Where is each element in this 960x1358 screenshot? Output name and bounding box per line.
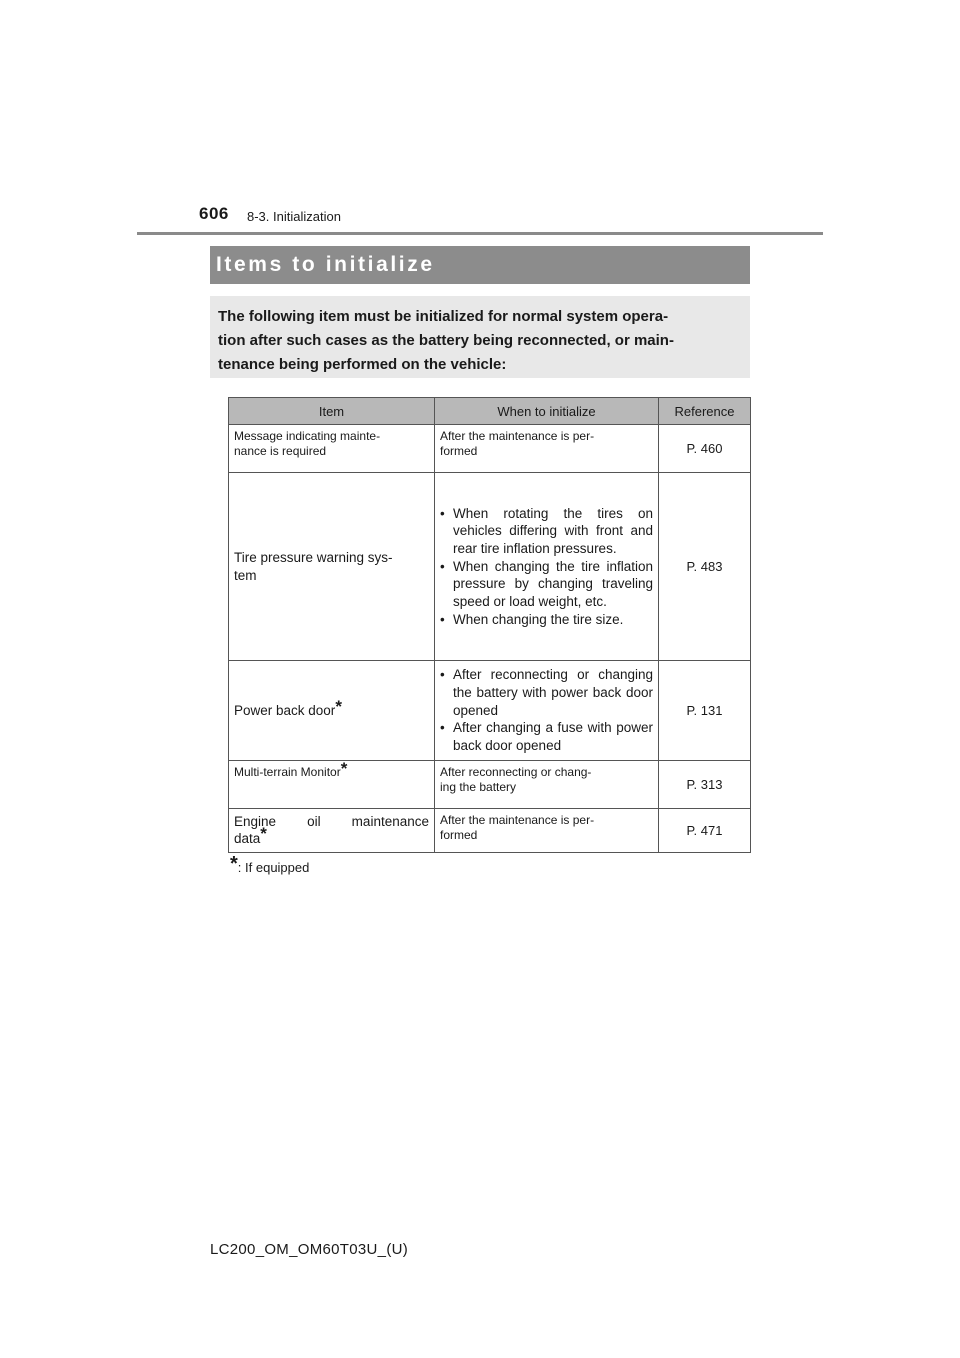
item-line: Engine oil maintenance xyxy=(234,814,429,829)
when-cell xyxy=(435,661,659,761)
initialization-table xyxy=(228,397,751,853)
reference-cell: P. 131 xyxy=(659,661,751,761)
when-line: formed xyxy=(440,444,478,458)
reference-cell: P. 471 xyxy=(659,809,751,853)
when-line: After reconnecting or chang- xyxy=(440,765,592,779)
bullet-mark: • xyxy=(440,667,445,683)
footnote-mark: * xyxy=(230,853,238,875)
item-line: Message indicating mainte- xyxy=(234,429,381,443)
bullet-mark: • xyxy=(440,505,445,521)
item-label: Power back door xyxy=(234,702,336,718)
when-bullet xyxy=(440,719,653,754)
when-bullet xyxy=(440,611,653,629)
header-divider xyxy=(137,232,823,235)
table-row xyxy=(229,809,751,853)
table-row xyxy=(229,425,751,473)
table-row xyxy=(229,761,751,809)
item-cell xyxy=(229,661,435,761)
intro-line: tenance being performed on the vehicle: xyxy=(218,356,507,373)
item-line: nance is required xyxy=(234,444,327,458)
intro-line: tion after such cases as the battery being reconnected, or main- xyxy=(218,332,674,349)
reference-cell: P. 313 xyxy=(659,761,751,809)
bullet-text: When rotating the tires on vehicles differing with front and rear tire inflation pressures. xyxy=(453,505,653,556)
reference-cell: P. 483 xyxy=(659,473,751,661)
item-line-last xyxy=(234,824,429,847)
item-line: data xyxy=(234,831,261,846)
table-header-row xyxy=(229,398,751,425)
if-equipped-mark: * xyxy=(335,696,342,716)
table-row xyxy=(229,661,751,761)
when-bullet xyxy=(440,505,653,558)
bullet-mark: • xyxy=(440,558,445,574)
when-line: After the maintenance is per- xyxy=(440,429,595,443)
when-line: After the maintenance is per- xyxy=(440,813,595,827)
when-bullet xyxy=(440,666,653,719)
item-line: tem xyxy=(234,567,257,583)
when-cell xyxy=(435,473,659,661)
intro-line: The following item must be initialized for normal system opera- xyxy=(218,308,669,325)
if-equipped-mark: * xyxy=(340,759,348,778)
page-number: 606 xyxy=(199,204,229,223)
manual-code: LC200_OM_OM60T03U_(U) xyxy=(210,1241,409,1258)
bullet-text: After changing a fuse with power back door opened xyxy=(453,720,653,754)
footnote xyxy=(230,853,310,875)
reference-cell: P. 460 xyxy=(659,425,751,473)
bullet-mark: • xyxy=(440,611,445,627)
item-cell xyxy=(229,473,435,661)
item-line: Tire pressure warning sys- xyxy=(234,549,393,565)
item-cell xyxy=(229,761,435,809)
column-header-item: Item xyxy=(229,398,435,425)
when-line: ing the battery xyxy=(440,780,517,794)
bullet-text: When changing the tire size. xyxy=(453,611,624,627)
column-header-when: When to initialize xyxy=(435,398,659,425)
intro-box xyxy=(210,296,750,378)
item-cell xyxy=(229,809,435,853)
bullet-text: When changing the tire inflation pressure by changing traveling speed or load weight, etc. xyxy=(453,558,653,610)
when-cell xyxy=(435,425,659,473)
footnote-text: : If equipped xyxy=(237,860,310,875)
when-line: formed xyxy=(440,828,478,842)
bullet-text: After reconnecting or changing the battery with power back door opened xyxy=(453,667,653,718)
when-bullet xyxy=(440,558,653,611)
if-equipped-mark: * xyxy=(260,824,267,843)
bullet-mark: • xyxy=(440,720,445,736)
column-header-reference: Reference xyxy=(659,398,751,425)
when-bullet-list xyxy=(440,666,653,755)
section-title-bar xyxy=(210,246,750,284)
table-row xyxy=(229,473,751,661)
section-title: Items to initialize xyxy=(216,253,435,276)
when-cell xyxy=(435,809,659,853)
when-cell xyxy=(435,761,659,809)
item-cell xyxy=(229,425,435,473)
when-bullet-list xyxy=(440,505,653,629)
item-label: Multi-terrain Monitor xyxy=(234,765,341,779)
section-label: 8-3. Initialization xyxy=(247,209,341,224)
